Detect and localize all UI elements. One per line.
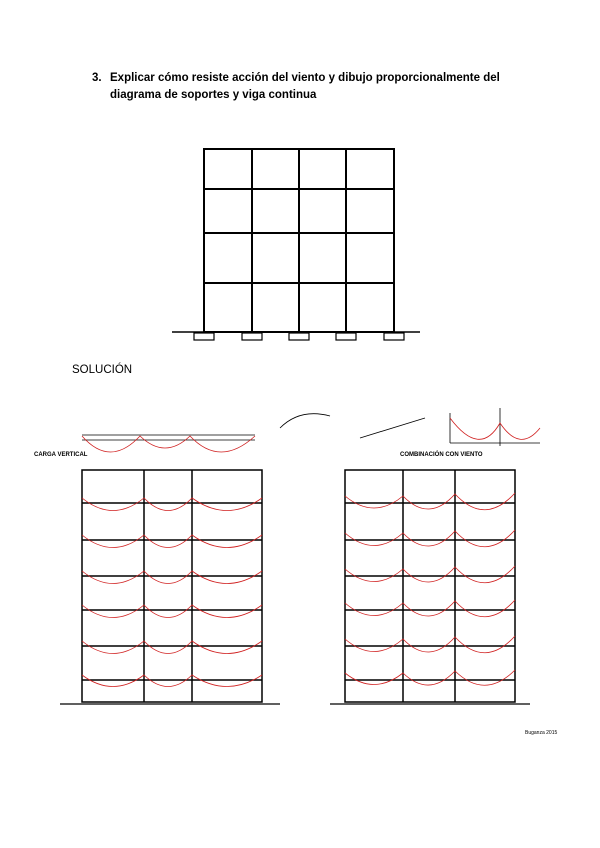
footing	[194, 333, 214, 340]
question-line-1: Explicar cómo resiste acción del viento y dibujo proporcionalmente del	[110, 72, 500, 84]
drawing-signature: Buganza 2015	[525, 730, 558, 736]
footing	[242, 333, 262, 340]
wind-arrow-sketch	[280, 414, 330, 428]
right-frame-moment-curves	[345, 493, 515, 685]
left-diagram-title: CARGA VERTICAL	[34, 452, 88, 458]
building-frame-diagram	[0, 0, 600, 360]
top-right-moment-curve	[450, 418, 540, 439]
footing	[289, 333, 309, 340]
left-frame	[82, 470, 262, 702]
footing	[336, 333, 356, 340]
footing	[384, 333, 404, 340]
top-beam-moment-curve	[82, 436, 255, 452]
question-number: 3.	[92, 72, 102, 84]
left-frame-moment-curves	[82, 498, 262, 687]
question-line-2: diagrama de soportes y viga continua	[110, 89, 317, 101]
right-diagram-title: COMBINACIÓN CON VIENTO	[400, 452, 483, 458]
right-frame	[345, 470, 515, 702]
solution-label: SOLUCIÓN	[72, 364, 133, 376]
solution-drawing	[30, 398, 575, 743]
